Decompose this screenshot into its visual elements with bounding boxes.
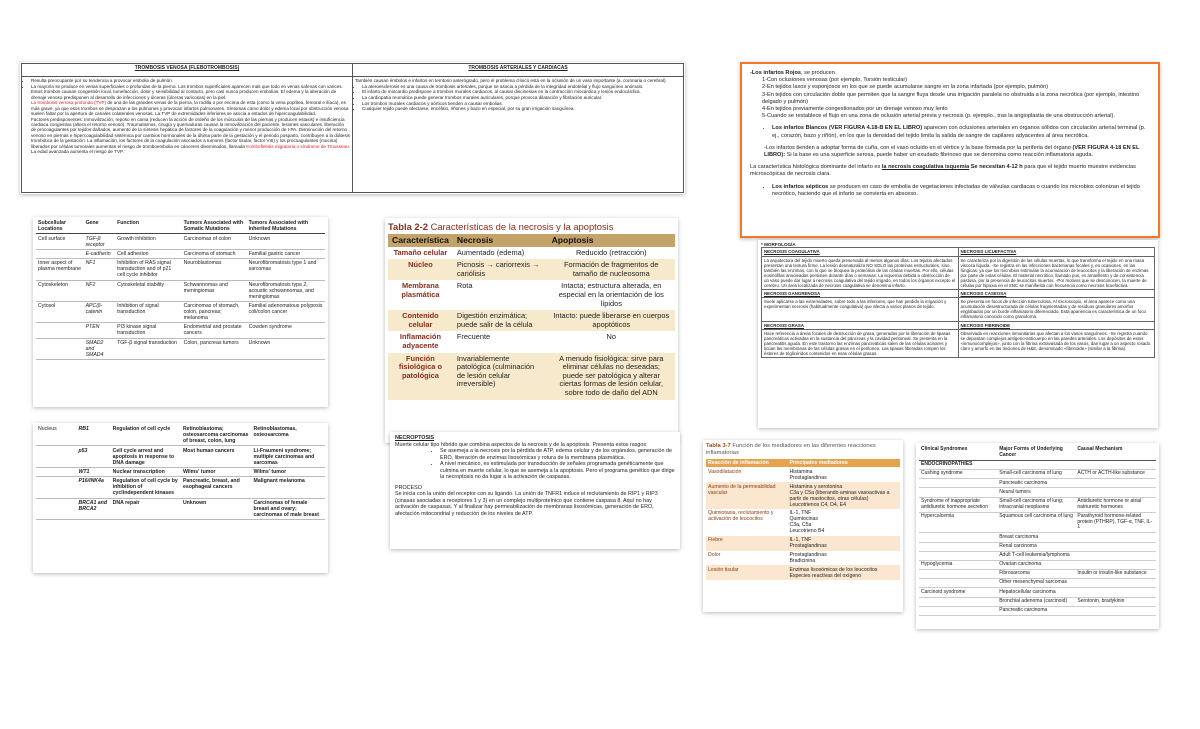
table-row [36,446,325,467]
table-row [388,331,675,352]
table-cell: Cytoskeletal stability [115,280,182,301]
table-cell: Neural tumors [997,488,1075,497]
tabla-3-7-col-header: Reacción de inflamación [706,459,787,468]
table-row [36,323,325,338]
table-cell: Familial gastric cancer [247,249,325,258]
table-cell: Fiebre [706,536,787,551]
table-cell: Prostaglandinas Bradicinina [789,551,827,564]
factores-paragraph [24,117,350,155]
table-row [919,488,1156,497]
infartos-blancos-list [750,125,1150,139]
table-row [919,479,1156,488]
table-row [388,353,675,400]
endo-col-header: Major Forms of Underlying Cancer [997,446,1075,460]
table-cell: Inflamación adyacente [399,332,441,350]
table-cell [1075,533,1156,542]
infartos-histologia [750,164,1150,178]
table-row [919,597,1156,606]
table-cell: Other mesenchymal sarcomas [997,579,1075,588]
table-cell [1075,488,1156,497]
table-cell: Unknown [181,498,252,519]
trombosis-arterial-title: TROMBOSIS ARTERIALES Y CARDIACAS [353,64,684,77]
tvp-text: de una de las grandes venas de la pierna, la rodilla o por encima de esta (como la vena poplítea, femoral e ilíaca), es más grave, ya que esos trombos se desprazan a los pulmones y provocan infartos pulmonares. Síntomas como dolor y edema local por obstrucción venosa suelen faltar por la apertura de canales colaterales venosas. La TVP de extremidades inferiores se asocia a estados de hipercoagulabilidad. [31,100,349,117]
tabla-2-2-title [388,221,675,232]
infartos-card [740,62,1160,238]
table-cell: Enzimas lisosómicas de los leucocitos Especies reactivas del oxígeno [787,565,900,580]
infarto-rojo-item: 1-Con oclusiones venosas (por ejemplo, Torsión testicular) [762,77,908,84]
table-row [706,536,900,551]
section-title-left: NECROSIS GANGRENOSA [762,290,959,298]
section-text-left: La arquitectura del tejido muerto queda preservada al menos algunos días. Los tejidos afectados presentan una textura firme. La lesión desnaturaliza NO SOLO las proteínas estructurales, sino también las enzimas, con lo que se bloquea la proteólisis de las células muertas. Por ello, células eosinófilas anucleadas persisten durante días o semanas. La isquemia debida a obstrucción de un vaso puede dar lugar a necrosis coagulativa del tejido irrigado, en todos los órganos excepto el cerebro. Un área localizada de necrosis coagulativa se denomina infarto. [762,256,959,290]
table-cell: Quimiotaxia, reclutamiento y activación de leucocitos [708,510,774,523]
table-cell: Breast carcinoma [997,533,1075,542]
table-cell: Cytosol [36,301,84,322]
tumor-table-card-2 [33,423,328,573]
tumor-col-header: Gene [84,219,116,234]
tabla-3-7-number: Tabla 3-7 [706,443,731,449]
hist-bold: Se necesitan 4-12 h [970,164,1023,171]
table-cell: Digestión enzimática; puede salir de la célula [453,310,548,331]
table-cell: Contenido celular [388,310,453,331]
infartos-rojos-rest: , se producen [800,70,835,76]
factores-text: Factores predisponentes: Inmovilización, reposo en cama (reducen la acción de ordeño de los músculos de las piernas y producen estasis) e insuficiencia cardiaca congestiva (altera el retorno venoso). Traumatismos, cirugía y quemaduras causan la inmovilización del paciente, lesiones vasculares, liberación de procoagulantes por tejidos dañados, aumento de la síntesis hepática de factores de la coagulación y menor producción de t-PA. Disminución del retorno venoso en piernas e hipercoagulabilidad sistémica por cambios hormonales de la última parte de la gestación y el periodo posparto, contribuyen a la diátesis trombótica de la gestación. La inflamación, los factores de la coagulación asociados a tumores (factor tisular, factor VIII) y los procoagulantes (mucina) liberados por células tumorales aumentan el riesgo de tromboembolia en cánceres diseminados, llamada [31,116,350,149]
necroptosis-list [395,448,675,481]
tabla-3-7-caption: Función de los mediadores en las diferentes reacciones inflamatorias [706,443,876,456]
table-cell: Retinoblastoma; osteosarcoma carcinomas of breast, colon, lung [181,425,252,446]
table-cell: Parathyroid hormone-related protein (PTHRP), TGF-α, TNF, IL-1 [1075,512,1156,533]
table-row [36,259,325,280]
hist-underline: la necrosis coagulativa isquemia [881,164,970,171]
tumor-table-card-1 [33,217,328,407]
table-row [36,425,325,446]
tabla-2-2-col-header: Necrosis [453,234,548,247]
table-cell [919,479,997,488]
table-cell: Histamina Prostaglandinas [789,468,827,481]
table-cell [1075,551,1156,560]
tumor-col-header: Tumors Associated with Somatic Mutations [182,219,247,234]
infartos-blancos-item [772,125,1150,139]
table-cell: Intacto: puede liberarse en cuerpos apoptóticos [548,310,675,331]
tabla-2-2-number: Tabla 2-2 [388,221,428,232]
hist-text-b: para que el tejido muerto muestre evidencias microscópicas de necrosis clara. [750,164,1136,178]
trombosis-venosa-title: TROMBOSIS VENOSA (FLEBOTROMBOSIS) [22,64,353,77]
table-row [919,606,1156,615]
table-cell: Hypoglycemia [919,560,997,569]
table-cell: Growth inhibition [115,234,182,249]
infartos-septicos-list [750,184,1150,198]
table-row [706,565,900,580]
table-row [36,301,325,322]
arterial-bullet: • Cualquier tejido puede afectarse, encéfalo, riñones y bazo en especial, por su gran irrigación sanguínea. [362,106,681,111]
table-cell: Nuclear transcription [111,467,181,476]
table-cell: Carcinoma of stomach [182,249,247,258]
table-cell [919,533,997,542]
table-cell: Dolor [708,551,721,558]
table-cell: SMAD2 and SMAD4 [84,338,116,359]
table-row [706,509,900,536]
table-row [36,467,325,476]
table-cell: Regulation of cell cycle by inhibition of cyclindependent kinases [111,477,181,498]
table-cell: P16/INK4a [76,477,110,498]
section-text-left: Suele aplicarse a las extremidades, sobre todo a las inferiores, que han perdido la irrigación y experimentan necrosis (habitualmente coagulativa) que afecta a varios planos de tejido. [762,298,959,321]
table-cell: PTEN [84,323,116,338]
infarto-rojo-item: 5-Cuando se restablece el flujo en una zona de oclusión arterial previa y necrosis (p. ejemplo., tras la angioplastia de una obstrucción arterial). [762,113,1115,120]
table-cell: BRCA1 and BRCA2 [76,498,110,519]
table-cell [919,570,997,579]
infartos-rojos-items [750,77,1150,120]
proceso-title: PROCESO [395,484,422,491]
morfologia-section-body [762,256,1155,290]
endocrinopathies-label: ENDOCRINOPATHIES [919,460,1156,469]
table-cell: Tamaño celular [393,247,448,257]
infarto-rojo-item: 2-En tejidos laxos y esponjosos en los que se puede acumularse sangre en la zona infartada (por ejemplo, pulmón) [762,84,1049,91]
morfologia-section-header [762,248,1155,256]
table-row [36,249,325,258]
trombosis-venosa-list [24,78,350,100]
endo-col-header: Clinical Syndromes [919,446,997,460]
blancos-label: Los infartos Blancos (VER FIGURA 4.18-B EN EL LIBRO) [772,125,923,132]
table-row [388,310,675,331]
table-cell [919,488,997,497]
table-row [36,234,325,249]
table-cell: Formación de fragmentos de tamaño de nucleosoma [548,259,675,280]
endo-col-header: Causal Mechanism [1075,446,1156,460]
table-cell: Neurofibromatosis type 2, acoustic schwannomas, and meningiomas [247,280,325,301]
tumor-col-header: Function [115,219,182,234]
table-cell: Unknown [247,234,325,249]
table-cell: Pancreatic carcinoma [997,479,1075,488]
arterial-intro: También causan émbolos e infartos en territorio anterógrado, pero el problema clínico está en la oclusión de un vaso importante (a. coronaria o cerebral). [355,78,667,84]
table-row [919,542,1156,551]
tumor-suppressor-table-nuclear [36,425,325,520]
table-cell: Schwannomas and meningiomas [182,280,247,301]
section-title-right: NECROSIS FIBRINOIDE [958,321,1155,329]
necrosis-apoptosis-table [388,234,675,400]
table-cell: Adult T-cell leukemia/lymphoma [997,551,1075,560]
tabla-3-7-col-header: Principales mediadores [787,459,900,468]
table-cell: Unknown [247,338,325,359]
table-cell: Inhibition of signal transduction [115,301,182,322]
table-cell: Renal carcinoma [997,542,1075,551]
venosa-bullet: • La mayoría se produce en venas superficiales o profundas de la pierna. Los trombos superficiales aparecen más que todo en venas safenas con varices. Estos trombos causan congestión local, tumefacción, dolor y sensibilidad al contacto, pero casi nunca producen embolias. El edema y la alteración de drenaje venoso predisponen al desarrollo de infecciones y úlceras (úlceras varicosas) en la piel. [31,84,350,100]
table-row [36,477,325,498]
infartos-septicos-item [772,184,1150,198]
table-cell: NF1 [84,259,116,280]
table-cell: Serotonin, bradykinin [1075,597,1156,606]
table-cell: Small-cell carcinoma of lung; intracranial neoplasms [997,497,1075,512]
table-cell: No [606,332,616,342]
table-cell: RB1 [76,425,110,446]
table-cell: p53 [76,446,110,467]
table-cell: Carcinomas of female breast and ovary; carcinomas of male breast [252,498,326,519]
table-cell [36,323,84,338]
table-cell: Invariablemente patológica (culminación de lesión celular irreversible) [453,353,548,400]
table-cell: A menudo fisiológica: sirve para eliminar células no deseadas; puede ser patológica y alterar ciertas formas de lesión celular, sobre todo de daño del ADN [548,353,675,400]
table-cell: TGF-β signal transduction [115,338,182,359]
table-row [36,498,325,519]
table-cell [1075,579,1156,588]
table-cell: Wilms' tumor [181,467,252,476]
table-cell: Insulin or insulin-like substance [1075,570,1156,579]
table-row [706,482,900,509]
tumor-suppressor-table [36,219,325,360]
tabla-2-2-header [388,234,675,247]
table-row [919,533,1156,542]
table-row [919,470,1156,479]
table-cell: Small-cell carcinoma of lung [997,470,1075,479]
infarto-rojo-item: 3-En tejidos con circulación doble que permiten que la sangre fluya desde una irrigación paralela no obstruida a la zona necrótica (por ejemplo, intestino delgado y pulmón) [762,91,1140,105]
morfologia-section-header [762,290,1155,298]
table-row [919,497,1156,512]
mediadores-table [706,459,900,580]
tvp-red-term: La trombosis venosa profunda (TVP) [31,100,107,106]
table-cell [1075,606,1156,615]
morfologia-card [758,240,1158,428]
trombosis-card [20,62,685,194]
table-cell: Malignant melanoma [252,477,326,498]
arterial-bullet: • La ateroesclerosis es una causa de trombosis arteriales, porque se asocia a pérdida de la integridad endotelial y flujo sanguíneo anómalo. [362,84,681,89]
table-cell: Inhibition of RAS signal transduction and of p21 cell cycle inhibitor [115,259,182,280]
table-cell [919,579,997,588]
table-cell: Cell surface [36,234,84,249]
tabla-2-2-card [385,218,678,443]
table-cell: Most human cancers [181,446,252,467]
tabla-3-7-title [706,443,900,457]
infartos-rojos-heading [750,70,1150,77]
arterial-bullet: • Los trombos murales cardiacos y aórticos tienden a causar embolias. [362,101,681,106]
table-cell: Cowden syndrome [247,323,325,338]
table-cell: Frecuente [456,332,491,342]
table-cell: Rota [456,281,473,291]
tabla-2-2-col-header: Característica [388,234,453,247]
table-cell: Squamous cell carcinoma of lung [997,512,1075,533]
table-cell: Colon, pancreas tumors [182,338,247,359]
table-row [36,280,325,301]
section-title-left: NECROSIS GRASA [762,321,959,329]
tumor-col-header: Subcellular Locations [36,219,84,234]
table-cell: Membrana plasmática [401,281,440,299]
table-cell: Cell cycle arrest and apoptosis in response to DNA damage [111,446,181,467]
table-cell: E-cadherin [84,249,116,258]
blancos-text: aparecen con oclusiones arteriales en órganos sólidos con circulación arterial terminal (p. ej., corazón, bazo y riñón), en los que la densidad del tejido limita la salida de sangre de capilares adyacentes al área necrótica. [772,125,1146,139]
tvp-paragraph [24,100,350,116]
tabla-2-2-caption: Características de la necrosis y la apoptosis [430,221,614,232]
table-cell [36,249,84,258]
tabla-3-7-card [703,440,903,612]
table-cell: IL-1, TNF Prostaglandinas [787,536,900,551]
table-cell: Ovarian carcinoma [997,560,1075,569]
arterial-bullet: • La cardiopatía reumática puede generar trombos murales auriculares, porque provoca dilatación y fibrilación auricular. [362,95,681,100]
forma-bold: (VER FIGURA 4-18 EN EL LIBRO): [764,144,1140,159]
arterial-bullet: • El infarto de miocardio predispone a trombos murales cardiacos, al causar discinesias en la contracción miocárdica y lesión endocárdica. [362,89,681,94]
table-row [919,570,1156,579]
tumor-table-header [36,219,325,234]
morfologia-title: * MORFOLOGÍA [761,242,796,247]
table-cell [1075,542,1156,551]
table-cell: Cytoskeleton [36,280,84,301]
infarto-rojo-item: 4-En tejidos previamente congestionados por un drenaje venoso muy lento [762,106,948,113]
endo-header [919,446,1156,460]
table-cell: NF2 [84,280,116,301]
table-cell [36,338,84,359]
hist-text-a: La característica histológica dominante del infarto es [750,164,881,171]
table-cell: DNA repair [111,498,181,519]
trousseau-red-term: tromboflebitis migratoria o síndrome de Trousseau. [246,143,350,149]
table-cell: Bronchial adenoma (carcinoid) [997,597,1075,606]
section-text-right: Observada en reacciones inmunitarias que afectan a los vasos sanguíneos. -Se registra cuando se depositan complejos antígeno-anticuerpo en las paredes arteriales. Los depósitos de estos «inmunocomplejos», junto con la fibrina extravasada de los vasos, dan lugar a un aspecto rosado claro y amorfo en las tinciones de H&E, denominado «fibrinoide» (similar a la fibrina). [958,329,1155,357]
tabla-2-2-col-header: Apoptosis [548,234,675,247]
table-cell: APC/β-catenin [84,301,116,322]
morfologia-section-body [762,329,1155,357]
table-cell [36,498,76,519]
table-row [919,551,1156,560]
table-cell: Regulation of cell cycle [111,425,181,446]
trombosis-venosa-body [22,77,353,193]
morfologia-table [761,247,1155,358]
table-row [388,247,675,260]
table-cell: Pancreatic, breast, and esophageal cancers [181,477,252,498]
table-cell [36,467,76,476]
table-cell: Inner aspect of plasma membrane [36,259,84,280]
table-cell: Núcleo [388,259,453,280]
table-cell: Neuroblastomas [182,259,247,280]
table-cell: Syndrome of inappropriate antidiuretic hormone secretion [919,497,997,512]
table-row [919,579,1156,588]
trombosis-arterial-body [353,77,684,193]
table-cell [919,542,997,551]
necroptosis-card [390,432,680,549]
paraneoplastic-table [919,446,1156,616]
infartos-rojos-label: -Los infartos Rojos [750,70,801,76]
venosa-bullet: • Resulta preocupante por su tendencia a provocar embolia de pulmón. [31,78,350,83]
table-cell: Carcinomas of stomach, colon, pancreas; melanoma [182,301,247,322]
table-cell: Fibrosarcoma [997,570,1075,579]
table-cell: Hepatocellular carcinoma [997,588,1075,597]
table-cell [919,606,997,615]
table-cell: Neurofibromatosis type 1 and sarcomas [247,259,325,280]
morfologia-section-header [762,321,1155,329]
table-cell: Lesión tisular [706,565,787,580]
morfologia-section-body [762,298,1155,321]
table-cell: Intacta; estructura alterada, en especial en la orientación de los lípidos [558,281,664,308]
table-row [919,588,1156,597]
table-cell: Función fisiológica o patológica [388,353,453,400]
proceso-text: Se inicia con la unión del receptor con su ligando. La unión de TNFR1 induce el reclutamiento de RIP1 y RIP3 (cinasas asociadas a receptores 1 y 3) en un complejo multiproteínico que contiene caspasa 8. Aquí no hay activación de caspasas. Y al finalizar hay permeabilización de membranas lisosómicas, generación de ERO, afectación mitocondrial y reducción de los niveles de ATP. [395,491,658,517]
necroptosis-bullet: • A nivel mecánico, es estimulada por transducción de señales programada genéticamente que culmina en muerte celular, lo que se asemeja a la apoptosis. Pero el programa genético que dirige la necroptosis no da lugar a la activación de caspasas. [440,461,675,481]
section-title-right: NECROSIS LICUEFACTIVA [958,248,1155,256]
table-cell: Histamina y serotonina C3a y C5a (liberando aminas vasoactivas a partir de mastocitos, otras células) Leucotrienos C4, D4, E4 [787,482,900,509]
table-row [919,560,1156,569]
infartos-forma [750,145,1150,159]
table-cell [1075,560,1156,569]
endocrinopathies-card [916,443,1159,629]
section-text-right: Se caracteriza por la digestión de las células muertas, lo que transforma el tejido en una masa viscosa líquida. -Se registra en las infecciones bacterianas focales y, en ocasiones, en las fúngicas, ya que los microbios estimulan la acumulación de leucocitos y la liberación de enzimas por parte de estas células. El material necrótico, llamado pus, es amarillento y de consistencia pastosa, por la presencia de leucocitos muertos. -Por motivos que se desconocen, la muerte de células por hipoxia en el SNC se manifiesta con frecuencia como necrosis licuefactiva. [958,256,1155,290]
table-cell: TGF-β receptor [84,234,116,249]
table-cell: Endometrial and prostate cancers [182,323,247,338]
table-cell [1075,479,1156,488]
forma-text-b: Si la base es una superficie serosa, puede haber un exudado fibrinoso que se denomina como reacción inflamatoria aguda. [786,152,1094,159]
table-cell [1075,588,1156,597]
table-cell: WT1 [76,467,110,476]
tumor-col-header: Tumors Associated with Inherited Mutations [247,219,325,234]
table-cell: Carcinoid syndrome [919,588,997,597]
table-cell: Cushing syndrome [919,470,997,479]
table-cell: Pancreatic carcinoma [997,606,1075,615]
tabla-3-7-header [706,459,900,468]
table-cell: Hypercalcemia [919,512,997,533]
table-row [388,280,675,310]
table-cell: Li-Fraumeni syndrome; multiple carcinomas and sarcomas [252,446,326,467]
arterial-list [355,84,681,112]
table-cell: IL-1, TNF Quimiocinas C3a, C5a Leucotrieno B4 [789,510,825,535]
table-cell [919,597,997,606]
table-row [919,512,1156,533]
table-cell: Aumento de la permeabilidad vascular [706,482,787,509]
table-cell: Retinoblastomas, osteosarcoma [252,425,326,446]
table-row [706,551,900,566]
table-cell: Reducido (retracción) [575,247,647,257]
necroptosis-bullet: • Se asemeja a la necrosis por la pérdida de ATP, edema celular y de los orgánulos, generación de ERO, liberación de enzimas lisosómicas y rotura de la membrana plasmática. [440,448,675,461]
table-cell: Picnosis → cariorrexis → cariólisis [453,259,548,280]
table-cell: Familial adenomatous polyposis coli/colon cancer [247,301,325,322]
table-cell: ACTH or ACTH-like substance [1075,470,1156,479]
table-cell [36,477,76,498]
table-cell: Nucleus [36,425,76,446]
table-row [388,259,675,280]
table-row [706,467,900,482]
table-cell: Vasodilatación [708,468,742,475]
table-cell: Aumentado (edema) [456,247,525,257]
table-cell [36,446,76,467]
table-cell: PI3 kinase signal transduction [115,323,182,338]
forma-text-a: -Los infartos tienden a adoptar forma de cuña, con el vaso ocluido en el vértice y la base formada por la periferia del órgano [764,144,1071,151]
edad-text: La edad avanzada aumenta el riesgo de TVP. [31,149,124,155]
table-row [36,338,325,359]
table-cell [919,551,997,560]
table-cell: Wilms' tumor [252,467,326,476]
section-text-right: Se presenta en focos de infección tuberculosa. Al microscopio, el área aparece como una acumulación desestructurada de células fragmentadas y de residuos granulares amorfos englobados por un borde inflamatorio diferenciado. Esta apariencia es característica de un foco inflamatorio conocido como granuloma. [958,298,1155,321]
section-title-right: NECROSIS CASEOSA [958,290,1155,298]
table-cell: Carcinomas of colon [182,234,247,249]
septicos-text: se producen en caso de embolia de vegetaciones infectadas de válvulas cardiacas o cuando los microbios colonizan el tejido necrótico, haciendo que el infarto se convierta en absceso. [772,183,1140,197]
section-text-left: Hace referencia a áreas focales de destrucción de grasa, generadas por la liberación de lipasas pancreáticas activadas en la sustancia del páncreas y la cavidad peritoneal. Se presenta en la pancreatitis aguda. En este trastorno las enzimas pancreáticas salen de las células acinares y licúan las membranas de las células grasas en el peritoneo. Las lipasas liberadas rompen los ésteres de triglicéridos contenidos en esas células grasas. [762,329,959,357]
necroptosis-intro: Muerte celular tipo híbrido que combina aspectos de la necrosis y de la apoptosis. Presenta estos rasgos: [395,441,648,448]
septicos-label: Los infartos sépticos [772,183,829,190]
necroptosis-title: NECROPTOSIS [395,435,435,441]
table-cell: Cell adhesion [115,249,182,258]
section-title-left: NECROSIS COAGULATIVA [762,248,959,256]
table-cell: Antidiuretic hormone or atrial natriuretic hormones [1075,497,1156,512]
